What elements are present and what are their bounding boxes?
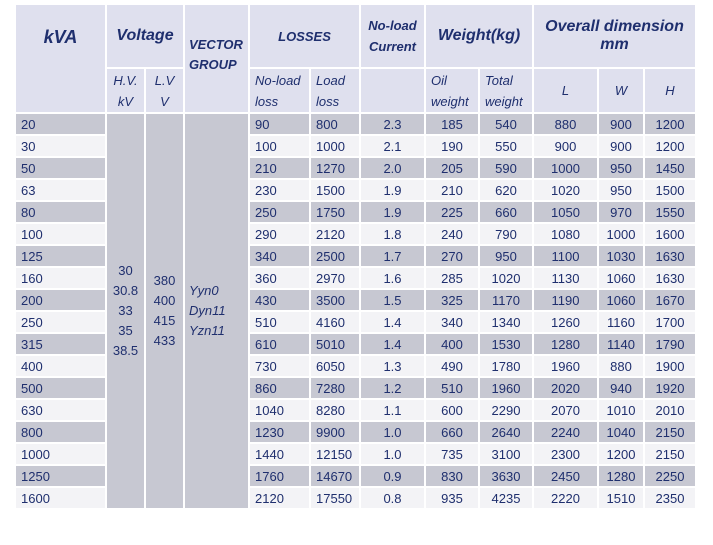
cell-noload-loss: 360 bbox=[250, 268, 309, 288]
subheader-noload-loss: No-load loss bbox=[250, 69, 309, 112]
cell-noload-current: 1.6 bbox=[361, 268, 424, 288]
subheader-lv: L.V V bbox=[146, 69, 183, 112]
cell-kva: 400 bbox=[16, 356, 105, 376]
hv-value: 30 bbox=[118, 263, 133, 278]
cell-total-weight: 3100 bbox=[480, 444, 532, 464]
cell-noload-current: 1.5 bbox=[361, 290, 424, 310]
vector-group-value: Dyn11 bbox=[189, 303, 226, 318]
cell-length: 1080 bbox=[534, 224, 597, 244]
subheader-load-loss: Load loss bbox=[311, 69, 359, 112]
cell-width: 950 bbox=[599, 158, 643, 178]
cell-noload-current: 1.2 bbox=[361, 378, 424, 398]
hv-value: 30.8 bbox=[112, 283, 139, 298]
cell-noload-loss: 1440 bbox=[250, 444, 309, 464]
cell-noload-loss: 2120 bbox=[250, 488, 309, 508]
cell-noload-current: 0.9 bbox=[361, 466, 424, 486]
cell-kva: 160 bbox=[16, 268, 105, 288]
cell-kva: 500 bbox=[16, 378, 105, 398]
cell-height: 1630 bbox=[645, 246, 695, 266]
cell-oil-weight: 210 bbox=[426, 180, 478, 200]
header-kva: kVA bbox=[16, 5, 105, 112]
cell-load-loss: 7280 bbox=[311, 378, 359, 398]
cell-length: 2450 bbox=[534, 466, 597, 486]
lv-value: 380 bbox=[153, 273, 176, 288]
cell-noload-loss: 1230 bbox=[250, 422, 309, 442]
cell-oil-weight: 735 bbox=[426, 444, 478, 464]
cell-noload-current: 1.4 bbox=[361, 334, 424, 354]
cell-noload-current: 2.3 bbox=[361, 114, 424, 134]
cell-width: 880 bbox=[599, 356, 643, 376]
transformer-spec-table bbox=[14, 3, 697, 510]
lv-value: 400 bbox=[153, 293, 176, 308]
cell-noload-loss: 210 bbox=[250, 158, 309, 178]
cell-length: 1960 bbox=[534, 356, 597, 376]
cell-height: 2010 bbox=[645, 400, 695, 420]
cell-length: 2300 bbox=[534, 444, 597, 464]
cell-total-weight: 950 bbox=[480, 246, 532, 266]
header-vector-group: VECTOR GROUP bbox=[185, 5, 248, 112]
cell-oil-weight: 240 bbox=[426, 224, 478, 244]
cell-length: 2070 bbox=[534, 400, 597, 420]
cell-total-weight: 1020 bbox=[480, 268, 532, 288]
header-overall-dimension: Overall dimension mm bbox=[534, 5, 695, 67]
cell-total-weight: 4235 bbox=[480, 488, 532, 508]
cell-kva: 250 bbox=[16, 312, 105, 332]
hv-value: 38.5 bbox=[112, 343, 139, 358]
header-losses: LOSSES bbox=[250, 5, 359, 67]
cell-noload-current: 0.8 bbox=[361, 488, 424, 508]
cell-total-weight: 620 bbox=[480, 180, 532, 200]
cell-width: 1200 bbox=[599, 444, 643, 464]
subheader-total-weight: Total weight bbox=[480, 69, 532, 112]
cell-load-loss: 6050 bbox=[311, 356, 359, 376]
cell-noload-loss: 860 bbox=[250, 378, 309, 398]
cell-length: 1280 bbox=[534, 334, 597, 354]
cell-noload-current: 1.8 bbox=[361, 224, 424, 244]
cell-total-weight: 550 bbox=[480, 136, 532, 156]
cell-width: 1160 bbox=[599, 312, 643, 332]
cell-width: 1060 bbox=[599, 290, 643, 310]
cell-noload-loss: 730 bbox=[250, 356, 309, 376]
cell-total-weight: 2290 bbox=[480, 400, 532, 420]
cell-noload-loss: 430 bbox=[250, 290, 309, 310]
cell-length: 1100 bbox=[534, 246, 597, 266]
cell-width: 900 bbox=[599, 114, 643, 134]
cell-kva: 100 bbox=[16, 224, 105, 244]
cell-noload-current: 1.9 bbox=[361, 180, 424, 200]
cell-width: 950 bbox=[599, 180, 643, 200]
cell-load-loss: 12150 bbox=[311, 444, 359, 464]
cell-width: 900 bbox=[599, 136, 643, 156]
cell-kva: 30 bbox=[16, 136, 105, 156]
cell-oil-weight: 185 bbox=[426, 114, 478, 134]
cell-noload-current: 1.9 bbox=[361, 202, 424, 222]
cell-noload-current: 1.7 bbox=[361, 246, 424, 266]
cell-height: 1670 bbox=[645, 290, 695, 310]
cell-length: 1130 bbox=[534, 268, 597, 288]
cell-noload-loss: 250 bbox=[250, 202, 309, 222]
subheader-length: L bbox=[534, 69, 597, 112]
cell-width: 970 bbox=[599, 202, 643, 222]
cell-lv-values bbox=[146, 114, 183, 508]
cell-noload-current: 1.4 bbox=[361, 312, 424, 332]
cell-total-weight: 1170 bbox=[480, 290, 532, 310]
cell-kva: 125 bbox=[16, 246, 105, 266]
cell-width: 1030 bbox=[599, 246, 643, 266]
cell-noload-loss: 610 bbox=[250, 334, 309, 354]
cell-noload-loss: 90 bbox=[250, 114, 309, 134]
cell-noload-loss: 290 bbox=[250, 224, 309, 244]
subheader-height: H bbox=[645, 69, 695, 112]
cell-noload-loss: 510 bbox=[250, 312, 309, 332]
cell-total-weight: 790 bbox=[480, 224, 532, 244]
cell-total-weight: 660 bbox=[480, 202, 532, 222]
cell-height: 1900 bbox=[645, 356, 695, 376]
cell-width: 1140 bbox=[599, 334, 643, 354]
cell-height: 2150 bbox=[645, 444, 695, 464]
cell-noload-current: 1.0 bbox=[361, 444, 424, 464]
cell-height: 1790 bbox=[645, 334, 695, 354]
cell-load-loss: 17550 bbox=[311, 488, 359, 508]
cell-load-loss: 1750 bbox=[311, 202, 359, 222]
subheader-blank bbox=[361, 69, 424, 112]
cell-total-weight: 540 bbox=[480, 114, 532, 134]
cell-oil-weight: 325 bbox=[426, 290, 478, 310]
cell-length: 1190 bbox=[534, 290, 597, 310]
cell-load-loss: 14670 bbox=[311, 466, 359, 486]
cell-noload-loss: 230 bbox=[250, 180, 309, 200]
table-body bbox=[16, 114, 695, 508]
cell-kva: 63 bbox=[16, 180, 105, 200]
cell-kva: 1600 bbox=[16, 488, 105, 508]
cell-height: 1200 bbox=[645, 136, 695, 156]
cell-height: 1630 bbox=[645, 268, 695, 288]
cell-load-loss: 4160 bbox=[311, 312, 359, 332]
cell-kva: 630 bbox=[16, 400, 105, 420]
cell-total-weight: 3630 bbox=[480, 466, 532, 486]
cell-length: 2220 bbox=[534, 488, 597, 508]
cell-height: 1450 bbox=[645, 158, 695, 178]
cell-width: 1010 bbox=[599, 400, 643, 420]
cell-oil-weight: 285 bbox=[426, 268, 478, 288]
cell-width: 1000 bbox=[599, 224, 643, 244]
cell-load-loss: 800 bbox=[311, 114, 359, 134]
cell-load-loss: 1000 bbox=[311, 136, 359, 156]
cell-kva: 1000 bbox=[16, 444, 105, 464]
cell-height: 1200 bbox=[645, 114, 695, 134]
cell-kva: 200 bbox=[16, 290, 105, 310]
cell-noload-loss: 1040 bbox=[250, 400, 309, 420]
cell-kva: 80 bbox=[16, 202, 105, 222]
cell-oil-weight: 660 bbox=[426, 422, 478, 442]
cell-length: 1050 bbox=[534, 202, 597, 222]
cell-oil-weight: 340 bbox=[426, 312, 478, 332]
lv-value: 415 bbox=[153, 313, 176, 328]
cell-total-weight: 1780 bbox=[480, 356, 532, 376]
cell-load-loss: 1500 bbox=[311, 180, 359, 200]
subheader-width: W bbox=[599, 69, 643, 112]
cell-noload-current: 2.1 bbox=[361, 136, 424, 156]
cell-length: 2020 bbox=[534, 378, 597, 398]
cell-length: 1000 bbox=[534, 158, 597, 178]
cell-total-weight: 1960 bbox=[480, 378, 532, 398]
cell-noload-current: 2.0 bbox=[361, 158, 424, 178]
cell-length: 1260 bbox=[534, 312, 597, 332]
cell-total-weight: 1340 bbox=[480, 312, 532, 332]
cell-oil-weight: 490 bbox=[426, 356, 478, 376]
cell-total-weight: 2640 bbox=[480, 422, 532, 442]
cell-load-loss: 5010 bbox=[311, 334, 359, 354]
cell-height: 1700 bbox=[645, 312, 695, 332]
cell-width: 1280 bbox=[599, 466, 643, 486]
hv-value: 35 bbox=[118, 323, 133, 338]
vector-group-value: Yzn11 bbox=[189, 323, 225, 338]
cell-kva: 800 bbox=[16, 422, 105, 442]
cell-oil-weight: 830 bbox=[426, 466, 478, 486]
subheader-hv: H.V. kV bbox=[107, 69, 144, 112]
cell-height: 2150 bbox=[645, 422, 695, 442]
cell-height: 1500 bbox=[645, 180, 695, 200]
cell-kva: 20 bbox=[16, 114, 105, 134]
cell-load-loss: 3500 bbox=[311, 290, 359, 310]
cell-kva: 50 bbox=[16, 158, 105, 178]
cell-length: 1020 bbox=[534, 180, 597, 200]
cell-height: 2250 bbox=[645, 466, 695, 486]
cell-hv-values bbox=[107, 114, 144, 508]
cell-oil-weight: 600 bbox=[426, 400, 478, 420]
cell-width: 1060 bbox=[599, 268, 643, 288]
cell-length: 900 bbox=[534, 136, 597, 156]
cell-total-weight: 590 bbox=[480, 158, 532, 178]
table-row bbox=[16, 114, 695, 134]
cell-oil-weight: 935 bbox=[426, 488, 478, 508]
cell-length: 880 bbox=[534, 114, 597, 134]
cell-vector-groups bbox=[185, 114, 248, 508]
cell-load-loss: 2120 bbox=[311, 224, 359, 244]
cell-width: 1040 bbox=[599, 422, 643, 442]
cell-height: 1600 bbox=[645, 224, 695, 244]
vector-group-value: Yyn0 bbox=[189, 283, 219, 298]
cell-noload-loss: 100 bbox=[250, 136, 309, 156]
cell-kva: 315 bbox=[16, 334, 105, 354]
cell-load-loss: 1270 bbox=[311, 158, 359, 178]
cell-load-loss: 8280 bbox=[311, 400, 359, 420]
cell-load-loss: 2500 bbox=[311, 246, 359, 266]
cell-total-weight: 1530 bbox=[480, 334, 532, 354]
cell-noload-loss: 1760 bbox=[250, 466, 309, 486]
cell-oil-weight: 205 bbox=[426, 158, 478, 178]
cell-noload-current: 1.0 bbox=[361, 422, 424, 442]
cell-length: 2240 bbox=[534, 422, 597, 442]
cell-width: 940 bbox=[599, 378, 643, 398]
header-weight: Weight(kg) bbox=[426, 5, 532, 67]
header-noload-current: No-load Current bbox=[361, 5, 424, 67]
cell-noload-loss: 340 bbox=[250, 246, 309, 266]
hv-value: 33 bbox=[118, 303, 133, 318]
lv-value: 433 bbox=[153, 333, 176, 348]
cell-oil-weight: 190 bbox=[426, 136, 478, 156]
cell-kva: 1250 bbox=[16, 466, 105, 486]
cell-oil-weight: 270 bbox=[426, 246, 478, 266]
cell-noload-current: 1.3 bbox=[361, 356, 424, 376]
cell-load-loss: 2970 bbox=[311, 268, 359, 288]
subheader-oil-weight: Oil weight bbox=[426, 69, 478, 112]
cell-oil-weight: 225 bbox=[426, 202, 478, 222]
cell-oil-weight: 400 bbox=[426, 334, 478, 354]
cell-height: 1550 bbox=[645, 202, 695, 222]
cell-height: 2350 bbox=[645, 488, 695, 508]
cell-noload-current: 1.1 bbox=[361, 400, 424, 420]
cell-oil-weight: 510 bbox=[426, 378, 478, 398]
cell-width: 1510 bbox=[599, 488, 643, 508]
header-voltage: Voltage bbox=[107, 5, 183, 67]
cell-height: 1920 bbox=[645, 378, 695, 398]
cell-load-loss: 9900 bbox=[311, 422, 359, 442]
